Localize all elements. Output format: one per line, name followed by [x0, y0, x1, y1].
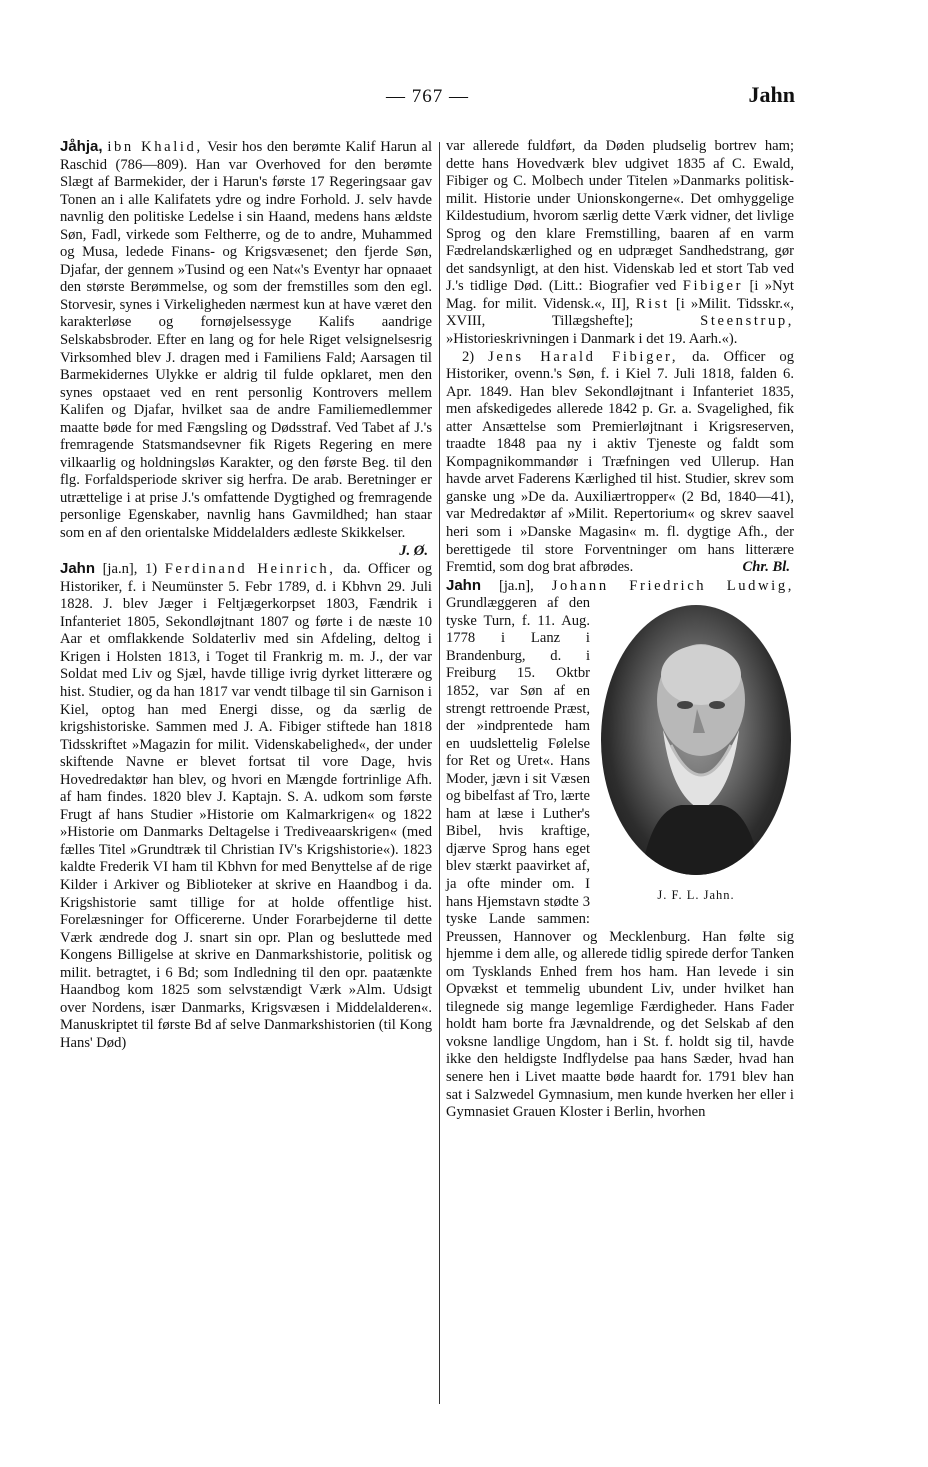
entry-headword: Jåhja,	[60, 138, 103, 155]
entry-fullname: Ferdinand Heinrich,	[164, 561, 336, 578]
entry-fullname: Jens Harald Fibiger,	[488, 348, 679, 365]
portrait-illustration	[601, 605, 791, 875]
page-header	[60, 82, 795, 116]
right-column	[446, 138, 794, 1122]
column-rule	[439, 142, 440, 1404]
literature-source: [i »Milit. Tidsskr.«, XVIII, Tillægshefte];	[446, 295, 794, 330]
entry-number: 1)	[144, 561, 158, 578]
left-column	[60, 138, 432, 1052]
entry-pronunciation: [ja.n],	[102, 561, 138, 578]
literature-author: Fibiger	[682, 278, 744, 295]
entry-body: Grundlæggeren af den tyske Turn, f. 11. Aug. 1778 i Lanz i Brandenburg, d. i Freiburg 15. Oktbr 1852, var Søn af en strengt rettroende Præst, der »indprentede ham en uudslettelig Følelse for Ret og Uret«. Hans Moder, jævn i sit Væsen og bibelfast af Tro, lærte ham at læse i Luther's Bibel, hvis kraftige, djærve Sprog hans eget blev stærkt paavirket af, ja ofte minder om. I hans Hjemstavn stødte 3 tyske Lande sammen: Preussen, Hannover og Mecklenburg. Han følte sig hjemme i dem alle, og allerede tidlig spirede derfor Tanken om Tysklands Enhed frem hos ham. Han levede i sin Opvækst et temmelig ubundent Liv, under hvilket han tilegnede sig mange legemlige Færdigheder. Hans Fader holdt ham borte fra Jævnaldrende, og det Selskab af den voksne landlige Ungdom, han i St. f. holdt sig til, havde ikke den heldigste Indflydelse paa hans Sæder, hvad han senere hen i Livet maatte bøde haardt for. 1791 blev han sat i Salzwedel Gymnasium, men kunde hverken her eller i Gymnasiet Grauen Kloster i Berlin, hvorhen	[446, 595, 794, 1121]
entry-fullname: Johann Friedrich Ludwig,	[551, 577, 794, 594]
entry-pronunciation: [ja.n],	[498, 577, 534, 594]
entry-jahn-jens	[446, 349, 794, 577]
literature-source: [i »Nyt Mag. for milit. Vidensk.«, II],	[446, 278, 794, 312]
literature-author: Steenstrup,	[700, 313, 794, 330]
entry-body: da. Officer og Historiker, ovenn.'s Søn, f. i Kiel 7. Juli 1818, falden 6. Apr. 1849. Han blev Sekondløjtnant i Infanteriet 1835, men afskedigedes allerede 1842 p. Gr. a. Svagelighed, fik atter Ansættelse som Premierløjtnant i Krigsreserven, traadte 1848 paa ny i aktiv Tjeneste og faldt som Kompagnikommandør i Træfningen ved Ullerup. Han havde arvet Faderens Kærlighed til hist. Studier, skrev som ganske ung »De da. Auxiliærtropper« (2 Bd, 1840—41), var Medredaktør af »Milit. Repertorium« og skrev saavel heri som i »Danske Magasin« m. fl. dygtige Afh., der berettigede til store Forventninger om hans litterære Fremtid, som dog brat afbrødes.	[446, 348, 794, 576]
entry-body: Vesir hos den berømte Kalif Harun al Raschid (786—809). Han var Overhoved for den berømte Slægt af Barmekider, der i Harun's første 17 Regeringsaar gav Tonen an i alle Kalifatets ydre og indre Forhold. J. selv havde navnlig den politiske Ledelse i sin Haand, medens hans ældste Søn, Fadl, virkede som Feltherre, og de to andre, Muhammed og Musa, ledede Finans- og Krigsvæsenet; den fjerde Søn, Djafar, der gennem »Tusind og een Nat«'s Eventyr har opnaaet den største Berømmelse, og som der fremstilles som den egl. Storvesir, synes i Virkeligheden nærmest kun at have været den karakterløse og fornøjelsessyge Kalifs aandrige Selskabsbroder. Efter en lang og for hele Riget velsignelsesrig Virksomhed blev J. dragen med i Familiens Fald; Aarsagen til Barmekidernes Ulykke er aldrig til fulde opklaret, men den synes opstaaet ved en rent personlig Kontrovers mellem Kalifen og Djafar, hvilket saa de andre Familiemedlemmer maatte bøde for med Fængsling og Dødsstraf. Ved Tabet af J.'s fremragende Statsmandsevner fik Rigets Regering en mere vilkaarlig og holdningsløs Karakter, og den første Beg. til den flg. Forfaldsperiode skriver sig herfra. De arab. Beretninger er utrættelige i at prise J.'s omfattende Dygtighed og fremragende personlige Egenskaber, navnlig hans Gavmildhed; han staar som en af den orientalske Middelalders ædleste Skikkelser.	[60, 139, 432, 542]
entry-fullname: ibn Khalid,	[107, 139, 203, 155]
entry-jahn-johann	[446, 577, 794, 1122]
portrait-figure	[598, 597, 794, 915]
literature-author: Rist	[635, 295, 670, 312]
entry-headword: Jahn	[60, 560, 96, 578]
entry-number: 2)	[462, 348, 475, 365]
literature-source: »Historieskrivningen i Danmark i det 19. Aarh.«).	[446, 331, 738, 348]
page-number: — 767 —	[386, 86, 469, 107]
portrait-caption: J. F. L. Jahn.	[657, 888, 735, 903]
entry-jahn-ferdinand	[60, 560, 432, 1052]
entry-body: var allerede fuldført, da Døden pludselig bortrev ham; dette hans Hovedværk blev udgivet 1835 af C. Ewald, Fibiger og C. Molbech under Titelen »Danmarks politisk-milit. Historie under Unionskongerne«. Det omhyggelige Kildestudium, hvorom særlig dette Værk vidner, det livlige Sprog og den klare Fremstilling, baaren af en varm Fædrelandskærlighed og en udpræget Sandhedstrang, gør det sandsynligt, at den hist. Videnskab led et stort Tab ved J.'s tidlige Død. (Litt.: Biografier ved	[446, 138, 794, 295]
author-signature: Chr. Bl.	[742, 559, 790, 576]
entry-jahn-ferdinand-continued	[446, 138, 794, 349]
author-signature: J. Ø.	[399, 542, 428, 559]
portrait-photo	[601, 605, 791, 875]
entry-body: da. Officer og Historiker, f. i Neumünster 5. Febr 1789, d. i Kbhvn 29. Juli 1828. J. blev Jæger i Feltjægerkorpset 1803, Fændrik i Infanteriet 1805, Sekondløjtnant 1807 og førte i de næste 10 Aar et omflakkende Soldaterliv med sin Afdeling, deltog i Krigen i Holsten 1813, i Toget til Frankrig m. m. J., der var Soldat med Liv og Sjæl, havde tillige ivrig dyrket litterære og hist. Studier, og da han 1817 var vendt tilbage til sin Garnison i Kiel, optog han med Energi disse, og da særlig de krigshistoriske. Sammen med J. A. Fibiger stiftede han 1818 Tidsskriftet »Magazin for milit. Videnskabelighed«, der under skiftende Navne er blevet fortsat til vore Dage, hvis Hovedredaktør han blev, og hvori en Mængde fortrinlige Afh. af ham findes. 1820 blev J. Kaptajn. S. A. udkom som første Frugt af hans Studier »Historie om Kalmarkrigen« og 1822 »Historie om Danmarks Deltagelse i Trediveaarskrigen« (med fælles Titel »Grundtræk til Christian IV's Krigshistorie«). 1823 kaldte Frederik VI ham til Kbhvn for med Benyttelse af de rige Kilder i Arkiver og Biblioteker at skrive en Haandbog i da. Krigshistorie samt tillige for at holde offentlige hist. Forelæsninger for Officererne. Under Forarbejderne til dette Værk ændrede dog J. snart sin opr. Plan og besluttede med Kongens Billigelse at skrive en Danmarkshistorie, politisk og milit. betragtet, i 6 Bd; som Indledning til den opr. paatænkte Haandbog kom 1825 som selvstændigt Værk »Alm. Udsigt over Nordens, især Danmarks, Krigsvæsen i Middelalderen«. Manuskriptet til første Bd af selve Danmarkshistorien (til Kong Hans' Død)	[60, 561, 433, 1051]
entry-jahja	[60, 138, 432, 559]
entry-headword: Jahn	[446, 576, 482, 594]
running-head: Jahn	[748, 82, 795, 107]
